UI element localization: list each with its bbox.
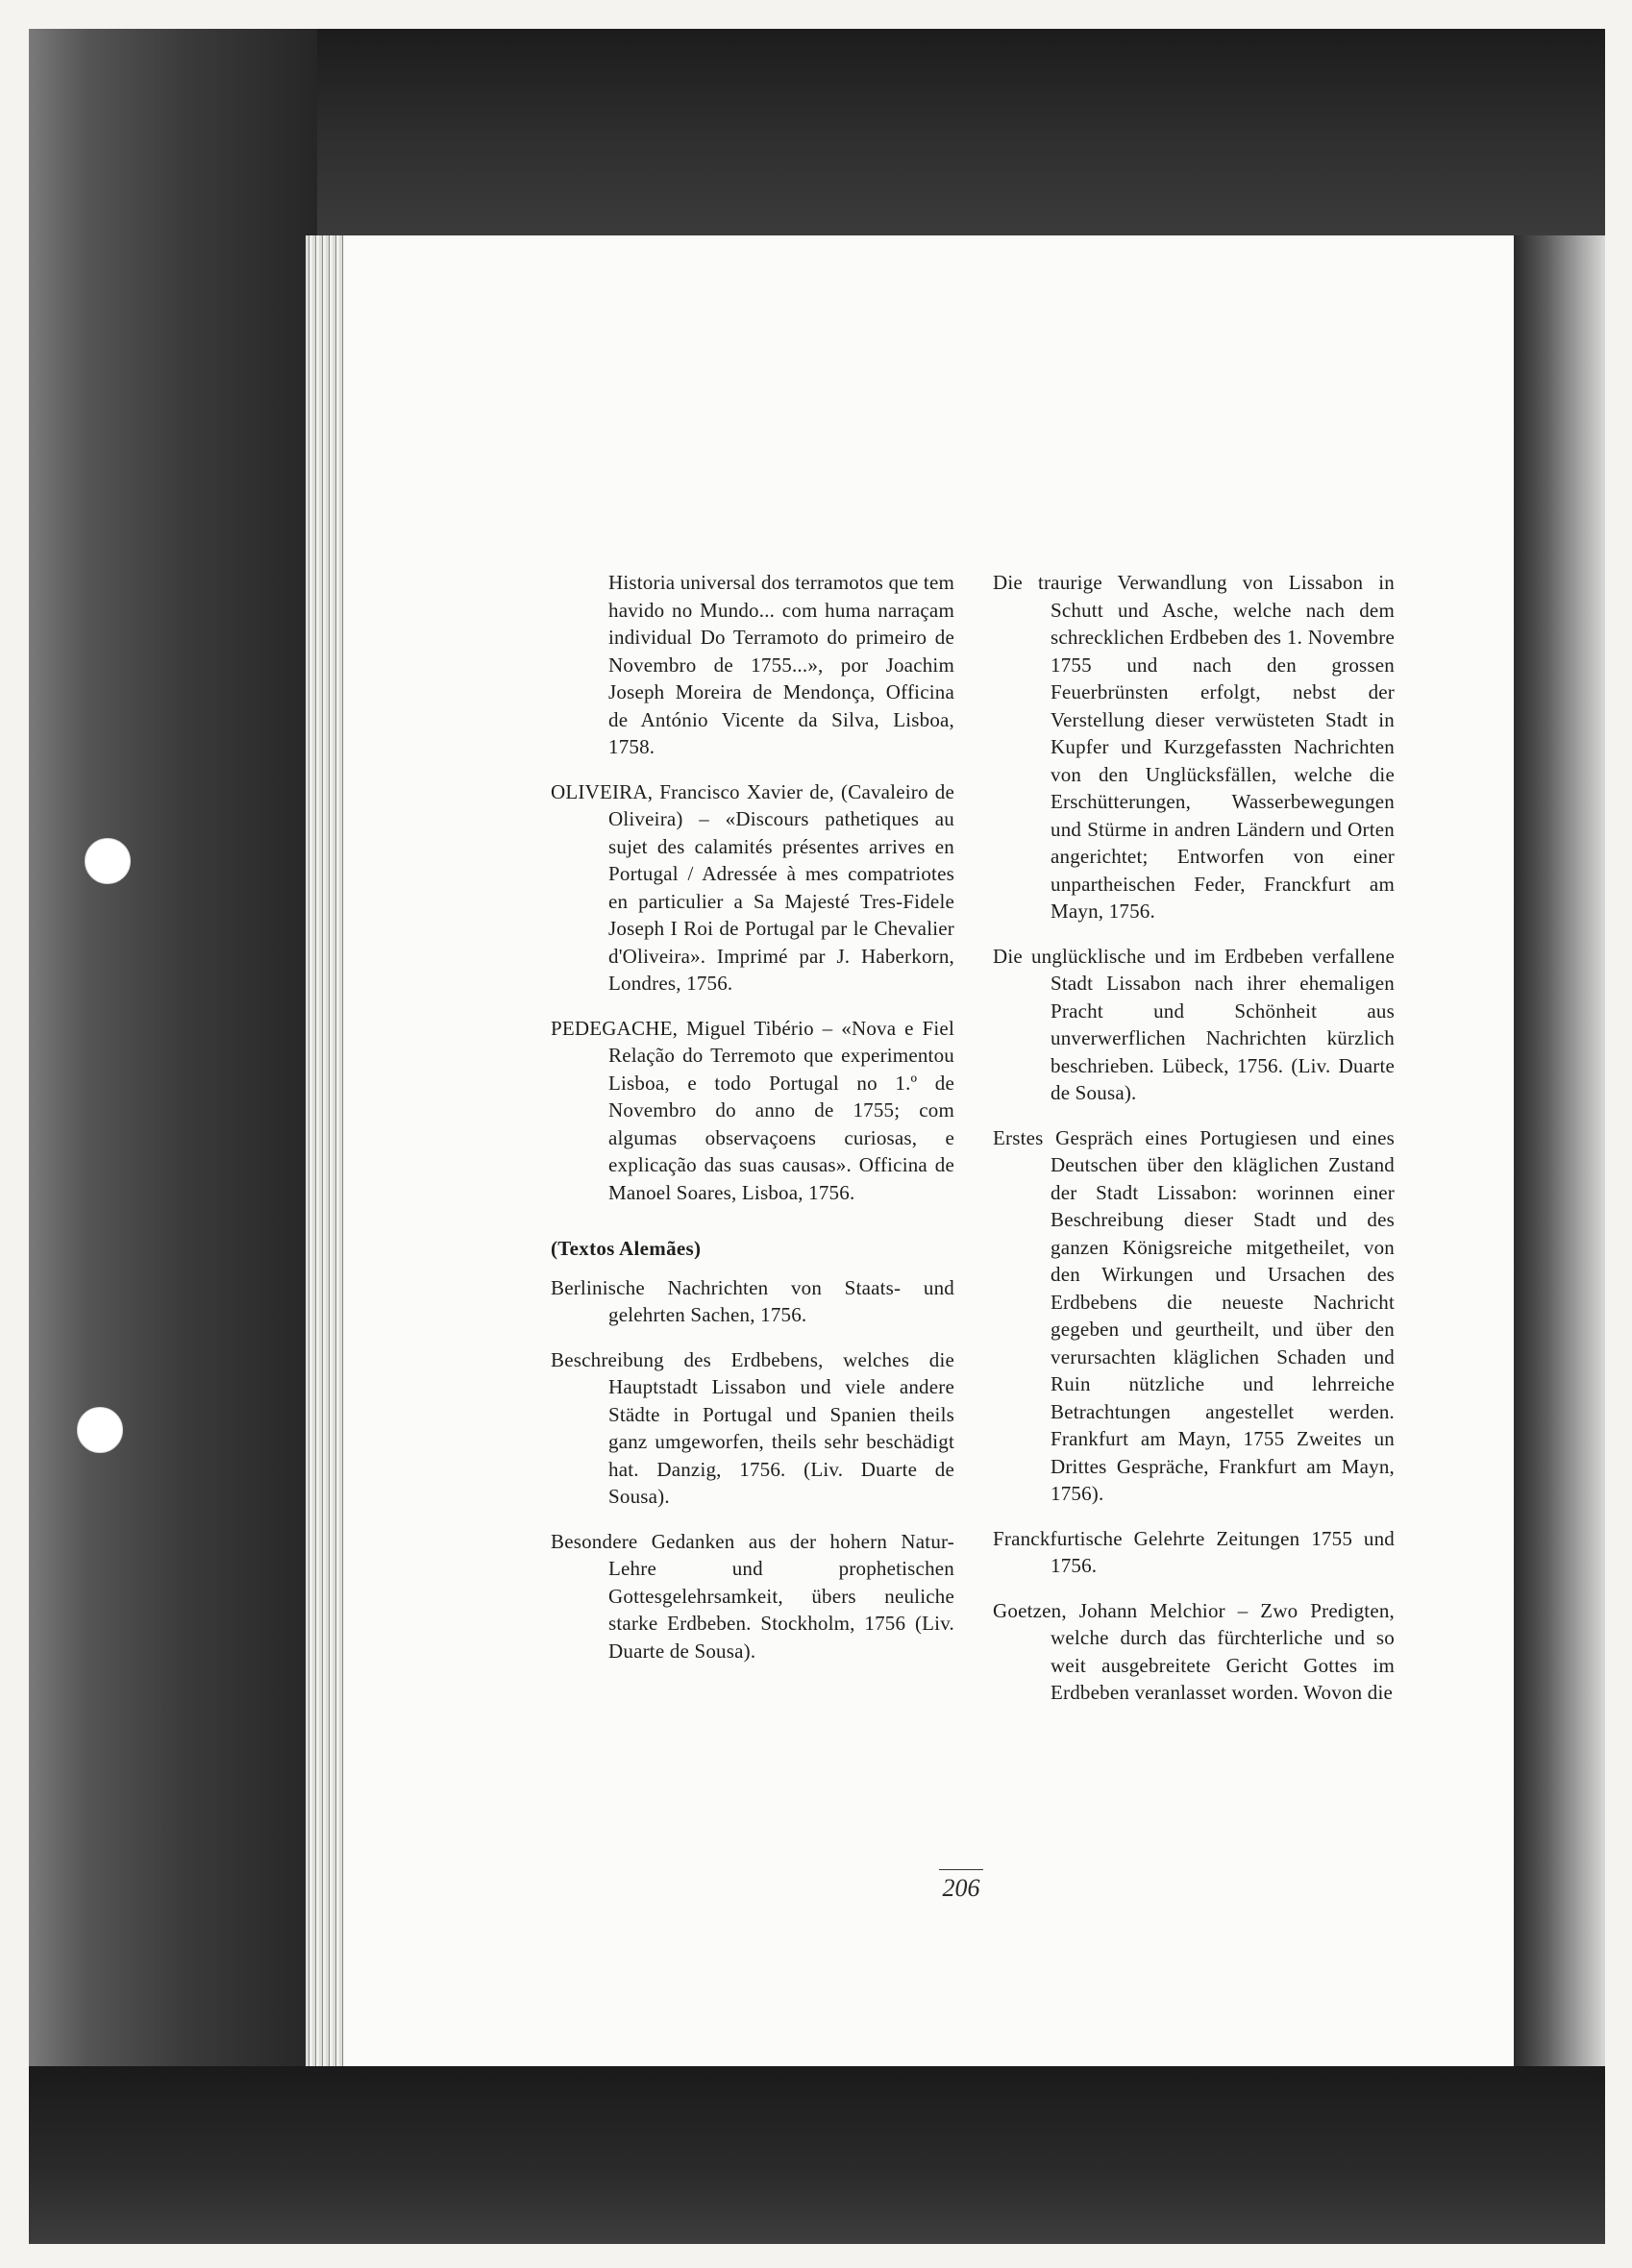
bibliography-entry: Beschreibung des Erdbebens, welches die Hauptstadt Lissabon und viele andere Städte in Portugal und Spanien theils ganz umgeworfen, theils sehr beschädigt hat. Danzig, 1756. (Liv. Duarte de Sousa).: [551, 1347, 954, 1508]
bibliography-entry: PEDEGACHE, Miguel Tibério – «Nova e Fiel Relação do Terremoto que experimentou Lisboa, e todo Portugal no 1.º de Novembro do anno de 1755; com algumas observaçoens curiosas, e explicação das suas causas». Officina de Manoel Soares, Lisboa, 1756.: [551, 1016, 954, 1204]
bibliography-entry: Franckfurtische Gelehrte Zeitungen 1755 und 1756.: [993, 1526, 1395, 1577]
right-column: [993, 569, 1395, 1724]
bibliography-entry: OLIVEIRA, Francisco Xavier de, (Cavaleiro de Oliveira) – «Discours pathetiques au sujet des calamités présentes arrives en Portugal / Adressée à mes compatriotes en particulier a Sa Majesté Tres-Fidele Joseph I Roi de Portugal par le Chevalier d'Oliveira». Imprimé par J. Haberkorn, Londres, 1756.: [551, 779, 954, 995]
section-heading: (Textos Alemães): [551, 1237, 702, 1260]
bibliography-entry: Berlinische Nachrichten von Staats- und gelehrten Sachen, 1756.: [551, 1275, 954, 1326]
book-page-edges: [306, 235, 344, 2066]
scan-left-shadow: [29, 29, 317, 2244]
bibliography-entry: Goetzen, Johann Melchior – Zwo Predigten, welche durch das fürchterliche und so weit ausgebreitete Gericht Gottes im Erdbeben veranlasset worden. Wovon die: [993, 1598, 1395, 1704]
bibliography-entry: Die traurige Verwandlung von Lissabon in Schutt und Asche, welche nach dem schrecklichen Erdbeben des 1. Novembre 1755 und nach den grossen Feuerbrünsten erfolgt, nebst der Verstellung dieser verwüsteten Stadt in Kupfer und Kurzgefassten Nachrichten von den Unglücksfällen, welche die Erschütterungen, Wasserbewegungen und Stürme in andren Ländern und Orten angerichtet; Entworfen von einer unpartheischen Feder, Franckfurt am Mayn, 1756.: [993, 571, 1395, 923]
scan-right-shadow: [1514, 235, 1605, 2066]
bibliography-entry: Besondere Gedanken aus der hohern Natur-Lehre und prophetischen Gottesgelehrsamkeit, übers neuliche starke Erdbeben. Stockholm, 1756 (Liv. Duarte de Sousa).: [551, 1529, 954, 1663]
punch-hole-top: [85, 838, 131, 884]
bibliography-entry: Erstes Gespräch eines Portugiesen und eines Deutschen über den kläglichen Zustand der Stadt Lissabon: worinnen einer Beschreibung dieser Stadt und des ganzen Königsreiche mitgetheilet, von den Wirkungen und Ursachen des Erdbebens die neueste Nachricht gegeben und geurtheilt, und über den verursachten kläglichen Schaden und Ruin nützliche und lehrreiche Betrachtungen angestellet werden. Frankfurt am Mayn, 1755 Zweites un Drittes Gespräche, Frankfurt am Mayn, 1756).: [993, 1125, 1395, 1505]
bibliography-entry: Die unglücklische und im Erdbeben verfallene Stadt Lissabon nach ihrer ehemaligen Pracht und Schönheit aus unverwerflichen Nachrichten kürzlich beschrieben. Lübeck, 1756. (Liv. Duarte de Sousa).: [993, 944, 1395, 1104]
left-column: [551, 569, 954, 1682]
bibliography-entry: Historia universal dos terramotos que tem havido no Mundo... com huma narraçam individual Do Terramoto do primeiro de Novembro de 1755...», por Joachim Joseph Moreira de Mendonça, Officina de António Vicente da Silva, Lisboa, 1758.: [608, 571, 954, 758]
page-number-rule: [939, 1869, 983, 1870]
punch-hole-bottom: [77, 1407, 123, 1453]
page-number: 206: [942, 1874, 980, 1902]
scan-bottom-shadow: [29, 2066, 1605, 2244]
